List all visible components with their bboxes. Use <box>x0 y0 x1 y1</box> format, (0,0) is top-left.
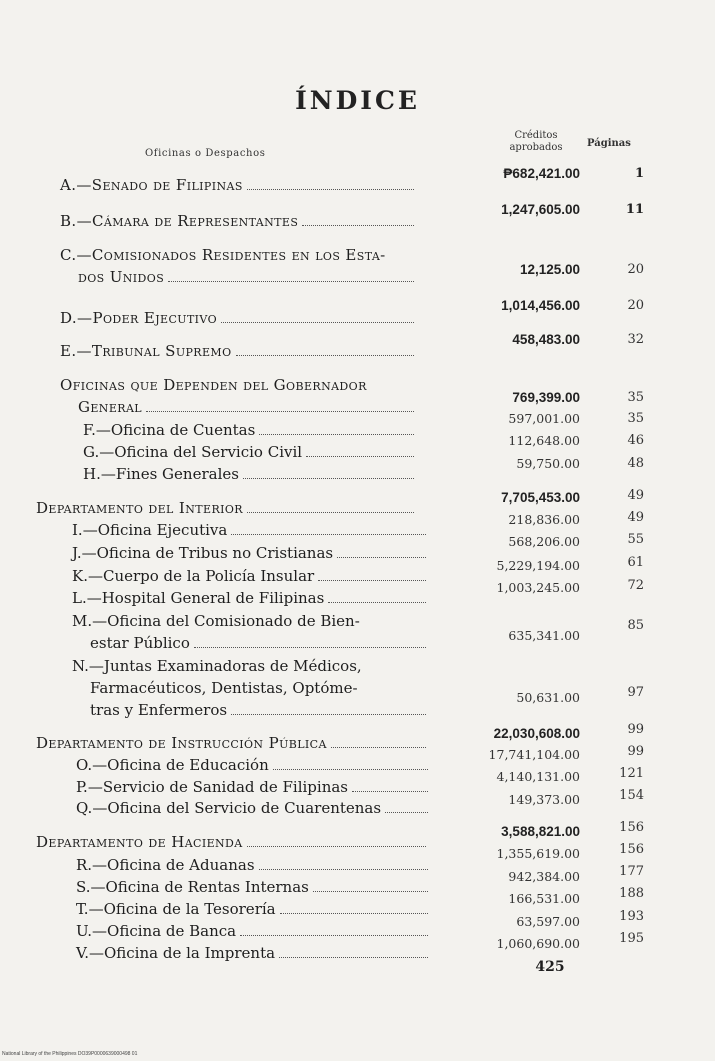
dot-leader <box>337 554 426 558</box>
entry-page-number: 32 <box>627 332 644 347</box>
entry-label-text: L.—Hospital General de Filipinas <box>72 589 325 607</box>
entry-label <box>90 701 426 720</box>
column-header-credits-line1: Créditos <box>514 130 558 141</box>
dot-leader <box>240 932 428 936</box>
entry-page-number: 156 <box>619 842 644 857</box>
entry-label-text: D.—Poder Ejecutivo <box>60 309 217 327</box>
entry-label-text: N.—Juntas Examinadoras de Médicos, <box>72 657 362 675</box>
entry-label-text: estar Público <box>90 634 190 652</box>
dot-leader <box>328 599 426 603</box>
dot-leader <box>146 408 414 412</box>
entry-label-text: B.—Cámara de Representantes <box>60 212 299 230</box>
entry-label-text: Oficinas que Dependen del Gobernador <box>60 376 367 394</box>
dot-leader <box>259 866 428 870</box>
entry-label-text: V.—Oficina de la Imprenta <box>76 944 276 962</box>
entry-page-number: 97 <box>627 685 644 700</box>
entry-label <box>60 212 414 231</box>
entry-label-text: P.—Servicio de Sanidad de Filipinas <box>76 778 348 796</box>
page-title: ÍNDICE <box>295 86 420 115</box>
column-header-offices: Oficinas o Despachos <box>145 148 266 159</box>
entry-label-text: Departamento de Hacienda <box>36 833 243 851</box>
dot-leader <box>243 475 414 479</box>
entry-amount: 458,483.00 <box>512 332 580 347</box>
entry-label-text: I.—Oficina Ejecutiva <box>72 521 228 539</box>
entry-page-number: 46 <box>627 433 644 448</box>
entry-amount: 1,003,245.00 <box>496 580 580 595</box>
column-header-pages: Páginas <box>587 138 631 149</box>
entry-amount: 769,399.00 <box>512 390 580 405</box>
entry-label <box>78 398 414 417</box>
dot-leader <box>302 222 414 226</box>
entry-page-number: 48 <box>627 456 644 471</box>
entry-label-text: General <box>78 398 142 416</box>
entry-label <box>76 900 428 919</box>
entry-amount: 59,750.00 <box>516 456 580 471</box>
entry-label <box>72 544 426 563</box>
entry-label-text: U.—Oficina de Banca <box>76 922 237 940</box>
entry-label-text: R.—Oficina de Aduanas <box>76 856 255 874</box>
dot-leader <box>279 954 428 958</box>
entry-page-number: 1 <box>634 166 644 181</box>
library-credit: National Library of the Philippines DO39P0000639000498 01 <box>2 1051 138 1057</box>
entry-page-number: 99 <box>627 744 644 759</box>
entry-label-text: Q.—Oficina del Servicio de Cuarentenas <box>76 799 382 817</box>
dot-leader <box>247 509 414 513</box>
entry-label <box>72 521 426 540</box>
dot-leader <box>280 910 428 914</box>
entry-amount: 166,531.00 <box>508 891 580 906</box>
entry-amount: 635,341.00 <box>508 628 580 643</box>
entry-label-text: tras y Enfermeros <box>90 701 228 719</box>
entry-amount: 568,206.00 <box>508 534 580 549</box>
entry-label-text: S.—Oficina de Rentas Internas <box>76 878 309 896</box>
entry-label <box>83 421 414 440</box>
dot-leader <box>236 352 414 356</box>
entry-amount: ₱682,421.00 <box>503 166 580 181</box>
dot-leader <box>247 186 414 190</box>
entry-label-text: Departamento del Interior <box>36 499 243 517</box>
entry-page-number: 49 <box>627 488 644 503</box>
entry-label <box>76 944 428 963</box>
entry-page-number: 61 <box>627 555 644 570</box>
entry-label <box>72 657 362 676</box>
entry-page-number: 72 <box>627 578 644 593</box>
entry-label <box>72 567 426 586</box>
entry-amount: 1,355,619.00 <box>496 846 580 861</box>
entry-amount: 942,384.00 <box>508 869 580 884</box>
entry-label <box>72 612 360 631</box>
entry-page-number: 85 <box>627 618 644 633</box>
entry-label-text: O.—Oficina de Educación <box>76 756 269 774</box>
entry-page-number: 20 <box>627 298 644 313</box>
entry-page-number: 177 <box>619 864 644 879</box>
entry-label <box>76 756 428 775</box>
entry-amount: 218,836.00 <box>508 512 580 527</box>
entry-label <box>60 376 367 395</box>
dot-leader <box>221 319 414 323</box>
entry-amount: 22,030,608.00 <box>493 726 580 741</box>
entry-page-number: 55 <box>627 532 644 547</box>
dot-leader <box>231 531 426 535</box>
entry-amount: 50,631.00 <box>516 690 580 705</box>
entry-label-text: A.—Senado de Filipinas <box>60 176 243 194</box>
entry-label-text: dos Unidos <box>78 268 165 286</box>
entry-page-number: 35 <box>627 411 644 426</box>
entry-amount: 5,229,194.00 <box>496 558 580 573</box>
entry-page-number: 193 <box>619 909 644 924</box>
entry-amount: 12,125.00 <box>519 262 580 277</box>
entry-label <box>76 778 428 797</box>
entry-label <box>60 309 414 328</box>
dot-leader <box>331 744 426 748</box>
entry-label <box>60 246 386 265</box>
entry-label <box>36 833 426 852</box>
entry-label <box>78 268 414 287</box>
entry-amount: 1,247,605.00 <box>501 202 580 217</box>
dot-leader <box>273 766 428 770</box>
entry-label-text: J.—Oficina de Tribus no Cristianas <box>72 544 334 562</box>
dot-leader <box>259 431 414 435</box>
entry-page-number: 188 <box>619 886 644 901</box>
entry-amount: 149,373.00 <box>508 792 580 807</box>
entry-label <box>83 443 414 462</box>
entry-page-number: 195 <box>619 931 644 946</box>
entry-label-text: H.—Fines Generales <box>83 465 239 483</box>
entry-page-number: 154 <box>619 788 644 803</box>
entry-amount: 3,588,821.00 <box>501 824 580 839</box>
entry-label-text: E.—Tribunal Supremo <box>60 342 232 360</box>
page-number: 425 <box>535 959 565 975</box>
entry-amount: 63,597.00 <box>516 914 580 929</box>
entry-label-text: G.—Oficina del Servicio Civil <box>83 443 303 461</box>
entry-label <box>76 799 428 818</box>
entry-label <box>36 499 414 518</box>
entry-label <box>90 634 426 653</box>
entry-label-text: Farmacéuticos, Dentistas, Optóme- <box>90 679 358 697</box>
dot-leader <box>313 888 428 892</box>
entry-page-number: 156 <box>619 820 644 835</box>
entry-label-text: M.—Oficina del Comisionado de Bien- <box>72 612 360 630</box>
entry-label-text: F.—Oficina de Cuentas <box>83 421 256 439</box>
entry-label-text: C.—Comisionados Residentes en los Esta- <box>60 246 386 264</box>
dot-leader <box>194 644 426 648</box>
entry-amount: 112,648.00 <box>508 433 580 448</box>
entry-amount: 4,140,131.00 <box>496 769 580 784</box>
dot-leader <box>352 788 428 792</box>
entry-label <box>76 922 428 941</box>
entry-page-number: 35 <box>627 390 644 405</box>
entry-label <box>76 856 428 875</box>
entry-label <box>36 734 426 753</box>
dot-leader <box>231 711 426 715</box>
entry-label <box>90 679 358 698</box>
entry-label <box>72 589 426 608</box>
entry-amount: 17,741,104.00 <box>488 747 580 762</box>
entry-page-number: 11 <box>625 202 644 217</box>
dot-leader <box>385 809 428 813</box>
entry-label-text: Departamento de Instrucción Pública <box>36 734 327 752</box>
column-header-credits <box>496 130 576 154</box>
entry-page-number: 20 <box>627 262 644 277</box>
entry-page-number: 49 <box>627 510 644 525</box>
entry-page-number: 99 <box>627 722 644 737</box>
dot-leader <box>168 278 414 282</box>
column-header-credits-line2: aprobados <box>509 142 563 153</box>
entry-amount: 7,705,453.00 <box>501 490 580 505</box>
entry-label-text: T.—Oficina de la Tesorería <box>76 900 276 918</box>
entry-label <box>60 342 414 361</box>
entry-amount: 597,001.00 <box>508 411 580 426</box>
entry-label <box>60 176 414 195</box>
dot-leader <box>247 843 426 847</box>
dot-leader <box>306 453 414 457</box>
entry-label <box>76 878 428 897</box>
entry-page-number: 121 <box>619 766 644 781</box>
entry-label <box>83 465 414 484</box>
entry-label-text: K.—Cuerpo de la Policía Insular <box>72 567 315 585</box>
dot-leader <box>318 577 426 581</box>
entry-amount: 1,060,690.00 <box>496 936 580 951</box>
entry-amount: 1,014,456.00 <box>501 298 580 313</box>
